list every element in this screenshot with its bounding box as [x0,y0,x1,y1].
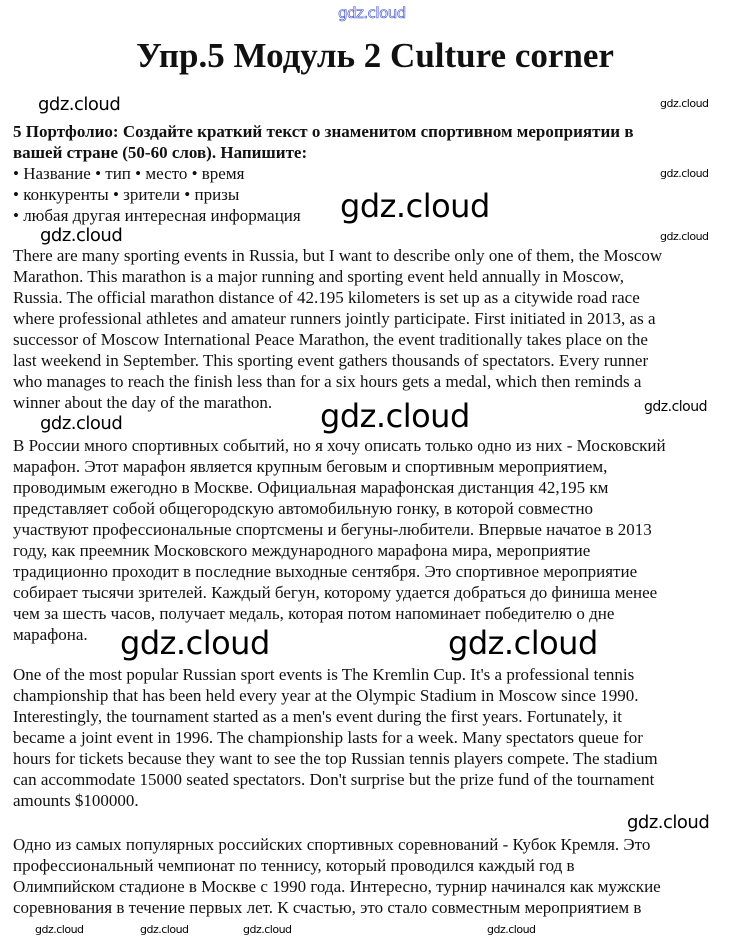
text-line: who manages to reach the finish less than for a six hours gets a medal, which then reminds a [13,372,642,391]
text-line: марафона. [13,625,88,644]
text-line: Interestingly, the tournament started as a men's event during the first years. Fortunately, it [13,707,622,726]
text-line: проводимым ежегодно в Москве. Официальная марафонская дистанция 42,195 км [13,478,609,497]
text-line: В России много спортивных событий, но я хочу описать только одно из них - Московский [13,436,666,455]
watermark: gdz.cloud [140,923,189,936]
text-line: There are many sporting events in Russia, but I want to describe only one of them, the Moscow [13,246,663,265]
watermark: gdz.cloud [644,399,707,415]
text-line: представляет собой общегородскую автомобильную гонку, в которой совместно [13,499,594,518]
watermark: gdz.cloud [660,167,709,180]
watermark: gdz.cloud [660,230,709,243]
watermark: gdz.cloud [35,923,84,936]
text-line: • любая другая интересная информация [13,206,301,225]
task-instructions [13,121,634,226]
watermark: gdz.cloud [243,923,292,936]
watermark: gdz.cloud [320,397,470,435]
text-line: One of the most popular Russian sport events is The Kremlin Cup. It's a professional tennis [13,665,635,684]
text-line: Одно из самых популярных российских спортивных соревнований - Кубок Кремля. Это [13,835,651,854]
text-line: amounts $100000. [13,791,139,810]
text-line: чем за шесть часов, получает медаль, которая потом напоминает победителю о дне [13,604,615,623]
text-line: championship that has been held every year at the Olympic Stadium in Moscow since 1990. [13,686,639,705]
paragraph-english-kremlin-cup [13,664,658,811]
text-line: last weekend in September. This sporting event gathers thousands of spectators. Every runner [13,351,649,370]
text-line: году, как преемник Московского международного марафона мира, мероприятие [13,541,591,560]
text-line: соревнования в течение первых лет. К счастью, это стало совместным мероприятием в [13,898,642,917]
text-line: вашей стране (50-60 слов). Напишите: [13,143,308,162]
paragraph-russian-marathon [13,435,666,645]
page-title: Упр.5 Модуль 2 Culture corner [136,36,614,75]
watermark: gdz.cloud [38,94,121,115]
watermark: gdz.cloud [340,187,490,225]
text-line: марафон. Этот марафон является крупным беговым и спортивным мероприятием, [13,457,608,476]
text-line: became a joint event in 1996. The championship lasts for a week. Many spectators queue for [13,728,643,747]
watermark: gdz.cloud [120,624,270,662]
text-line: участвуют профессиональные спортсмены и бегуны-любители. Впервые начатое в 2013 [13,520,652,539]
watermark: gdz.cloud [660,97,709,110]
text-line: winner about the day of the marathon. [13,393,273,412]
text-line: hours for tickets because they want to see the top Russian tennis players compete. The stadium [13,749,658,768]
watermark: gdz.cloud [487,923,536,936]
text-line: • Название • тип • место • время [13,164,245,183]
paragraph-english-marathon [13,245,662,413]
watermark: gdz.cloud [40,413,123,434]
watermark: gdz.cloud [448,624,598,662]
text-line: can accommodate 15000 seated spectators. Don't surprise but the prize fund of the tournament [13,770,655,789]
text-line: собирает тысячи зрителей. Каждый бегун, которому удается добраться до финиша менее [13,583,658,602]
watermark: gdz.cloud [627,812,710,833]
text-line: 5 Портфолио: Создайте краткий текст о знаменитом спортивном мероприятии в [13,122,634,141]
text-line: профессиональный чемпионат по теннису, который проводился каждый год в [13,856,575,875]
text-line: successor of Moscow International Peace Marathon, the event traditionally takes place on the [13,330,648,349]
text-line: традиционно проходит в последние выходные сентября. Это спортивное мероприятие [13,562,638,581]
text-line: Russia. The official marathon distance of 42.195 kilometers is set up as a citywide road race [13,288,640,307]
text-line: Олимпийском стадионе в Москве с 1990 года. Интересно, турнир начинался как мужские [13,877,661,896]
text-line: • конкуренты • зрители • призы [13,185,240,204]
watermark: gdz.cloud [40,225,123,246]
text-line: where professional athletes and amateur runners jointly participate. First initiated in 2013, as a [13,309,656,328]
text-line: Marathon. This marathon is a major running and sporting event held annually in Moscow, [13,267,624,286]
watermark: gdz.cloud [338,4,406,22]
paragraph-russian-kremlin-cup [13,834,661,918]
